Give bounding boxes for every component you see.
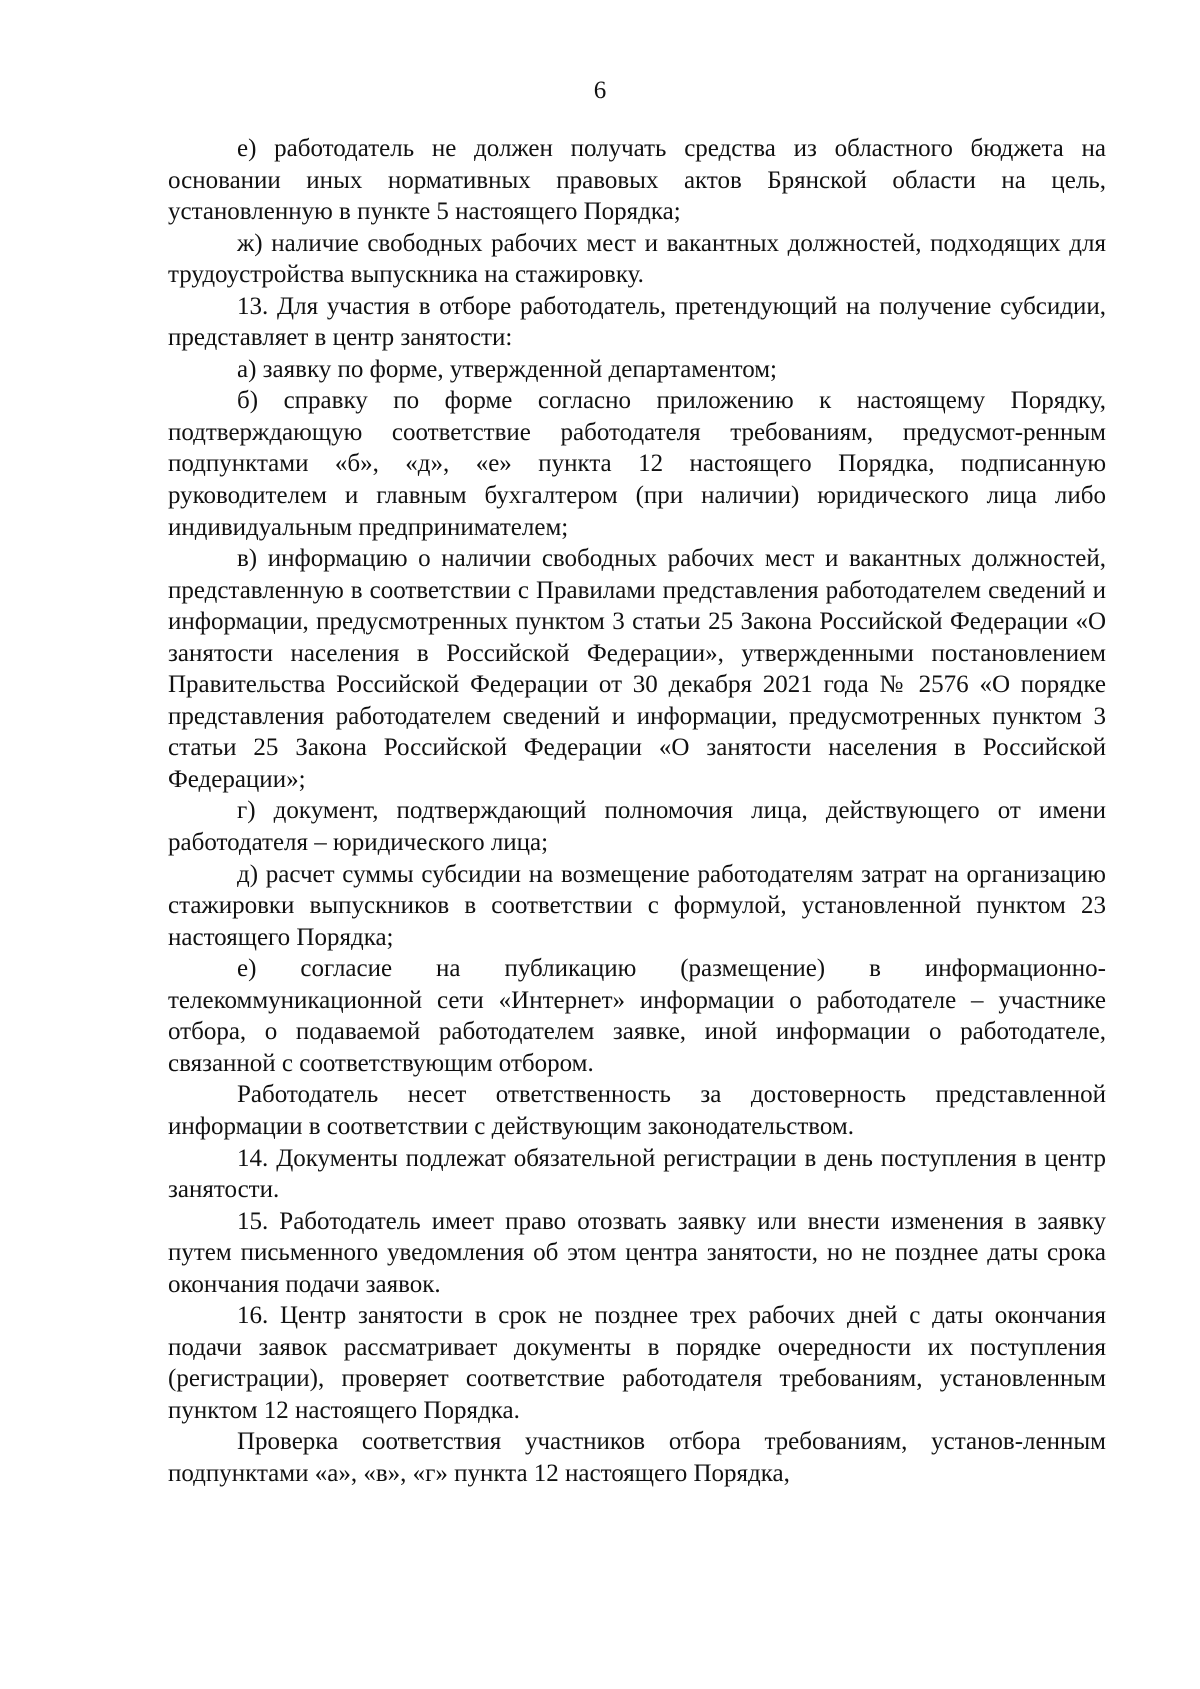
paragraph-compliance-check: Проверка соответствия участников отбора требованиям, установ-ленным подпунктами «а», «в», «г» пункта 12 настоящего Порядка, bbox=[168, 1428, 1106, 1487]
paragraph-item-g-authority-document: г) документ, подтверждающий полномочия лица, действующего от имени работодателя – юридического лица; bbox=[168, 797, 1106, 857]
paragraph-clause-16: 16. Центр занятости в срок не позднее трех рабочих дней с даты окончания подачи заявок рассматривает документы в порядке очередности их поступления (регистрации), проверяет соответствие работодателя требованиям, установленным пунктом 12 настоящего Порядка. bbox=[168, 1302, 1106, 1424]
paragraph-item-b-certificate: б) справку по форме согласно приложению к настоящему Порядку, подтверждающую соответствие работодателя требованиям, предусмот-ренным подпунктами «б», «д», «е» пункта 12 настоящего Порядка, подписанную руководителем и главным бухгалтером (при наличии) юридического лица либо индивидуальным предпринимателем; bbox=[168, 387, 1106, 541]
paragraph-item-zh-vacancies: ж) наличие свободных рабочих мест и вакантных должностей, подходящих для трудоустройства выпускника на стажировку. bbox=[168, 229, 1106, 289]
paragraph-clause-14: 14. Документы подлежат обязательной регистрации в день поступления в центр занятости. bbox=[168, 1144, 1106, 1204]
paragraph-item-d-subsidy-calculation: д) расчет суммы субсидии на возмещение работодателям затрат на организацию стажировки выпускников в соответствии с формулой, установленной пунктом 23 настоящего Порядка; bbox=[168, 860, 1106, 951]
paragraph-item-e-publication-consent: е) согласие на публикацию (размещение) в информационно-телекоммуникационной сети «Интернет» информации о работодателе – участнике отбора, о подаваемой работодателем заявке, иной информации о работодателе, связанной с соответствующим отбором. bbox=[168, 955, 1106, 1077]
paragraph-item-v-information: в) информацию о наличии свободных рабочих мест и вакантных должностей, представленную в соответствии с Правилами представления работодателем сведений и информации, предусмотренных пунктом 3 статьи 25 Закона Российской Федерации «О занятости населения в Российской Федерации», утвержденными постановлением Правительства Российской Федерации от 30 декабря 2021 года № 2576 «О порядке представления работодателем сведений и информации, предусмотренных пунктом 3 статьи 25 Закона Российской Федерации «О занятости населения в Российской Федерации»; bbox=[168, 545, 1106, 793]
page-number: 6 bbox=[593, 77, 607, 104]
paragraph-responsibility: Работодатель несет ответственность за достоверность представленной информации в соответствии с действующим законодательством. bbox=[168, 1081, 1106, 1140]
paragraph-item-a-application: а) заявку по форме, утвержденной департаментом; bbox=[237, 355, 777, 383]
paragraph-clause-15: 15. Работодатель имеет право отозвать заявку или внести изменения в заявку путем письменного уведомления об этом центра занятости, но не позднее даты срока окончания подачи заявок. bbox=[168, 1207, 1106, 1298]
paragraph-item-e-funds: е) работодатель не должен получать средства из областного бюджета на основании иных нормативных правовых актов Брянской области на цель, установленную в пункте 5 настоящего Порядка; bbox=[168, 135, 1106, 226]
document-body bbox=[168, 133, 1106, 1490]
paragraph-clause-13: 13. Для участия в отборе работодатель, претендующий на получение субсидии, представляет в центр занятости: bbox=[168, 292, 1106, 352]
